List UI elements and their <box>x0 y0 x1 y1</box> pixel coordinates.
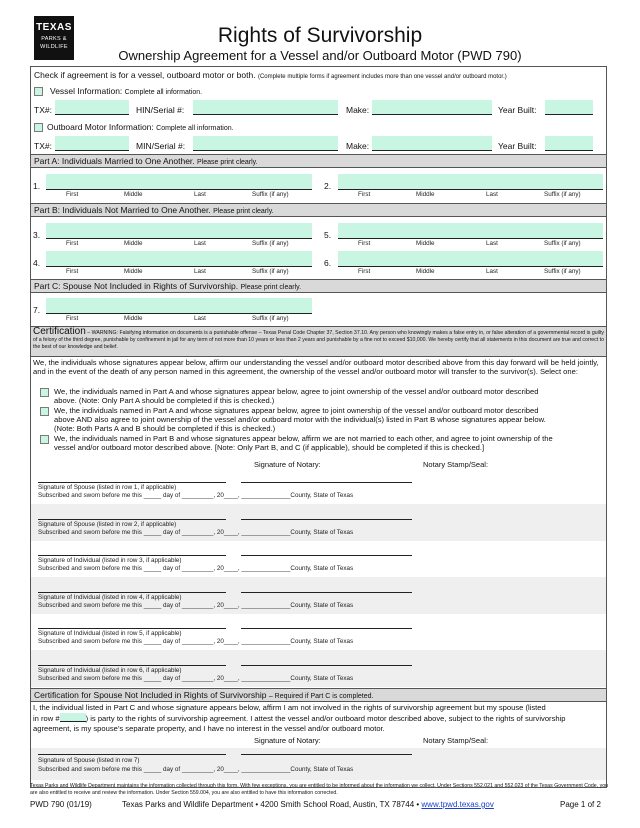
vessel-tx-input[interactable] <box>55 100 129 115</box>
name-sublabel: First <box>66 315 79 322</box>
name-sublabel: First <box>358 268 371 275</box>
form-subtitle: Ownership Agreement for a Vessel and/or Outboard Motor (PWD 790) <box>118 48 522 63</box>
part-a-header <box>31 154 606 168</box>
signature-caption: Signature of Individual (listed in row 6, if applicable) <box>38 667 182 674</box>
name-sublabel: First <box>358 191 371 198</box>
name-sublabel: Suffix (if any) <box>252 268 289 275</box>
certification-heading: Certification <box>33 326 86 337</box>
spouse-cert-line-2-pre: in row # <box>33 714 60 723</box>
part-c-title: Part C: Spouse Not Included in Rights of Survivorship. <box>34 281 239 291</box>
option-1-text <box>54 387 605 405</box>
vessel-checkbox[interactable] <box>34 87 43 96</box>
name-input-row-7[interactable] <box>46 298 312 314</box>
name-sublabel: Middle <box>124 268 143 275</box>
motor-tx-input[interactable] <box>55 136 129 151</box>
name-sublabel: Last <box>194 315 206 322</box>
name-sublabel: First <box>66 268 79 275</box>
motor-tx-label: TX#: <box>34 141 52 151</box>
name-sublabel: Last <box>486 191 498 198</box>
spouse-signature-caption: Signature of Spouse (listed in row 7) <box>38 757 140 764</box>
row-number-7: 7. <box>33 305 41 315</box>
name-sublabel: Last <box>194 191 206 198</box>
vessel-tx-label: TX#: <box>34 105 52 115</box>
motor-serial-input[interactable] <box>193 136 338 151</box>
row-number-6: 6. <box>324 258 332 268</box>
row-number-5: 5. <box>324 230 332 240</box>
form-title: Rights of Survivorship <box>217 24 423 47</box>
row-number-2: 2. <box>324 181 332 191</box>
name-sublabel: Middle <box>416 191 435 198</box>
name-input-row-3[interactable] <box>46 223 312 239</box>
spouse-row-number-input[interactable] <box>60 713 86 722</box>
name-sublabel: Suffix (if any) <box>252 240 289 247</box>
option-3-checkbox[interactable] <box>40 435 49 444</box>
sworn-line: Subscribed and sworn before me this _____ day of _________, 20____, ______________County, State of Texas <box>38 565 354 572</box>
spouse-notary-stamp-label: Notary Stamp/Seal: <box>423 736 489 745</box>
spouse-sworn-line: Subscribed and sworn before me this _____ day of _________, 20____, ______________County, State of Texas <box>38 766 354 773</box>
notary-signature-line[interactable] <box>241 482 412 483</box>
spouse-cert-line-2-post: ) is party to the rights of survivorship agreement. I attest the vessel and/or outboard motor described above, subject to the rights of survivorship <box>85 714 566 723</box>
vessel-label-line <box>50 86 202 98</box>
row-number-3: 3. <box>33 230 41 240</box>
signature-line[interactable] <box>38 519 226 520</box>
spouse-signature-line[interactable] <box>38 754 226 755</box>
spouse-cert-header <box>31 688 606 702</box>
spouse-cert-body <box>33 703 605 734</box>
vessel-serial-label: HIN/Serial #: <box>136 105 185 115</box>
sworn-line: Subscribed and sworn before me this _____ day of _________, 20____, ______________County, State of Texas <box>38 638 354 645</box>
vessel-year-label: Year Built: <box>498 105 537 115</box>
sworn-line: Subscribed and sworn before me this _____ day of _________, 20____, ______________County, State of Texas <box>38 529 354 536</box>
intro-note: (Complete multiple forms if agreement includes more than one vessel and/or outboard motor.) <box>257 74 507 80</box>
option-3-line-1: We, the individuals named in Part B and whose signatures appear below, affirm we are not married to each other, and agree to joint ownership of the <box>54 434 553 443</box>
name-sublabel: Middle <box>416 240 435 247</box>
name-sublabel: Last <box>486 268 498 275</box>
option-2-text <box>54 406 605 433</box>
motor-label: Outboard Motor Information: <box>47 122 154 132</box>
row-number-1: 1. <box>33 181 41 191</box>
option-2-line-3: (Note: Both Parts A and B should be completed if this is checked.) <box>54 424 276 433</box>
motor-note: Complete all information. <box>156 125 234 132</box>
name-sublabel: Last <box>194 240 206 247</box>
notary-signature-line[interactable] <box>241 519 412 520</box>
name-sublabel: First <box>66 240 79 247</box>
vessel-make-input[interactable] <box>372 100 492 115</box>
form-id: PWD 790 (01/19) <box>30 800 92 809</box>
signature-line[interactable] <box>38 628 226 629</box>
name-sublabel: Last <box>486 240 498 247</box>
signature-caption: Signature of Individual (listed in row 3, if applicable) <box>38 557 182 564</box>
vessel-label: Vessel Information: <box>50 86 123 96</box>
name-sublabel: Suffix (if any) <box>544 268 581 275</box>
notary-stamp-label: Notary Stamp/Seal: <box>423 460 489 469</box>
sworn-line: Subscribed and sworn before me this _____ day of _________, 20____, ______________County, State of Texas <box>38 675 354 682</box>
sworn-line: Subscribed and sworn before me this _____ day of _________, 20____, ______________County, State of Texas <box>38 602 354 609</box>
notary-signature-line[interactable] <box>241 665 412 666</box>
part-c-header <box>31 279 606 293</box>
part-a-note: Please print clearly. <box>197 159 258 166</box>
motor-serial-label: MIN/Serial #: <box>136 141 186 151</box>
name-sublabel: Last <box>194 268 206 275</box>
vessel-note: Complete all information. <box>124 89 203 96</box>
option-3-text <box>54 434 605 452</box>
agency-address-line <box>122 800 494 810</box>
name-sublabel: Middle <box>416 268 435 275</box>
name-sublabel: Suffix (if any) <box>544 240 581 247</box>
name-sublabel: First <box>66 191 79 198</box>
signature-caption: Signature of Spouse (listed in row 1, if applicable) <box>38 484 177 491</box>
part-b-title: Part B: Individuals Not Married to One Another. <box>34 205 211 215</box>
notary-signature-line[interactable] <box>241 628 412 629</box>
vessel-serial-input[interactable] <box>193 100 338 115</box>
motor-make-label: Make: <box>346 141 370 151</box>
signature-line[interactable] <box>38 555 226 556</box>
name-input-row-2[interactable] <box>338 174 603 190</box>
name-sublabel: Suffix (if any) <box>252 191 289 198</box>
spouse-cert-line-1: I, the individual listed in Part C and whose signature appears below, affirm I am not involved in the rights of survivorship agreement but my spouse (listed <box>33 703 546 712</box>
motor-label-line <box>47 122 234 134</box>
notary-signature-line[interactable] <box>241 555 412 556</box>
page-number: Page 1 of 2 <box>560 800 601 809</box>
spouse-notary-signature-line[interactable] <box>241 754 412 755</box>
privacy-notice: Texas Parks and Wildlife Department maintains the information collected through this form. With few exceptions, you are entitled to be informed about the information we collect. Under Sections 552.021 and 552.023 of the Texas Government Code, you are also entitled to receive and review the information. Under Section 559.004, you are also entitled to have this information corrected. <box>30 783 608 796</box>
certification-warning: – WARNING: Falsifying information on documents is a punishable offense – Texas Penal Code Chapter 37, Section 37.10. Any person who knowingly makes a false entry in, or false alteration of a governmental record is guilty of a felony of the third degree, punishable by confinement in jail for any term of not more than 10 years or less than 2 years and punishable by a fine not to exceed $10,000. We hereby certify that all statements in this document are true and correct to the best of our knowledge and belief. <box>33 330 604 350</box>
agency-address: Texas Parks and Wildlife Department • 4200 Smith School Road, Austin, TX 78744 • <box>122 800 422 809</box>
option-1-line-1: We, the individuals named in Part A and whose signatures appear below, agree to joint ownership of the vessel and/or outboard motor described <box>54 387 539 396</box>
logo-line-2: PARKS & <box>41 36 67 42</box>
part-b-note: Please print clearly. <box>213 208 274 215</box>
option-2-line-2: above AND also agree to joint ownership of the vessel and/or outboard motor with the individual(s) listed in Part B whose signatures appear below. <box>54 415 546 424</box>
website-link[interactable]: www.tpwd.texas.gov <box>421 800 494 809</box>
logo-line-1: TEXAS <box>36 22 72 33</box>
name-input-row-6[interactable] <box>338 251 603 267</box>
name-sublabel: First <box>358 240 371 247</box>
notary-signature-line[interactable] <box>241 592 412 593</box>
logo-line-3: WILDLIFE <box>40 44 68 50</box>
sworn-line: Subscribed and sworn before me this _____ day of _________, 20____, ______________County, State of Texas <box>38 492 354 499</box>
certification-warning-block <box>33 327 604 351</box>
option-2-line-1: We, the individuals named in Part A and whose signatures appear below, agree to joint ownership of the vessel and/or outboard motor described <box>54 406 539 415</box>
certification-body: We, the individuals whose signatures appear below, affirm our understanding the vessel and/or outboard motor described above from this day forward will be held jointly, and in the event of the death of any person named in this agreement, the ownership of the vessel and/or outboard motor will transfer to the survivor(s). Select one: <box>33 358 599 376</box>
option-3-line-2: vessel and/or outboard motor described above. [Note: Only Part B, and C (if applicable), should be completed if this is checked.] <box>54 443 485 452</box>
motor-year-input[interactable] <box>545 136 593 151</box>
signature-line[interactable] <box>38 592 226 593</box>
spouse-notary-signature-label: Signature of Notary: <box>254 736 321 745</box>
name-sublabel: Suffix (if any) <box>252 315 289 322</box>
vessel-make-label: Make: <box>346 105 370 115</box>
spouse-cert-line-3: agreement, is my spouse’s separate property, and I have no interest in the vessel and/or outboard motor. <box>33 724 385 733</box>
part-b-header <box>31 203 606 217</box>
spouse-cert-title: Certification for Spouse Not Included in Rights of Survivorship <box>34 690 267 700</box>
name-sublabel: Middle <box>124 191 143 198</box>
motor-make-input[interactable] <box>372 136 492 151</box>
signature-caption: Signature of Spouse (listed in row 2, if applicable) <box>38 521 177 528</box>
row-number-4: 4. <box>33 258 41 268</box>
notary-signature-label: Signature of Notary: <box>254 460 321 469</box>
part-a-title: Part A: Individuals Married to One Another. <box>34 156 195 166</box>
intro-line <box>34 70 604 81</box>
spouse-cert-line-2 <box>33 713 605 724</box>
name-input-row-5[interactable] <box>338 223 603 239</box>
option-1-line-2: above. (Note: Only Part A should be completed if this is checked.) <box>54 396 275 405</box>
name-sublabel: Middle <box>124 315 143 322</box>
signature-line[interactable] <box>38 665 226 666</box>
motor-checkbox[interactable] <box>34 123 43 132</box>
signature-caption: Signature of Individual (listed in row 5, if applicable) <box>38 630 182 637</box>
intro-text: Check if agreement is for a vessel, outboard motor or both. <box>34 70 256 80</box>
name-sublabel: Middle <box>124 240 143 247</box>
signature-caption: Signature of Individual (listed in row 4, if applicable) <box>38 594 182 601</box>
option-2-checkbox[interactable] <box>40 407 49 416</box>
part-c-note: Please print clearly. <box>240 284 302 291</box>
name-sublabel: Suffix (if any) <box>544 191 581 198</box>
signature-line[interactable] <box>38 482 226 483</box>
name-input-row-4[interactable] <box>46 251 312 267</box>
option-1-checkbox[interactable] <box>40 388 49 397</box>
spouse-cert-note: – Required if Part C is completed. <box>268 693 374 700</box>
motor-year-label: Year Built: <box>498 141 537 151</box>
name-input-row-1[interactable] <box>46 174 312 190</box>
vessel-year-input[interactable] <box>545 100 593 115</box>
